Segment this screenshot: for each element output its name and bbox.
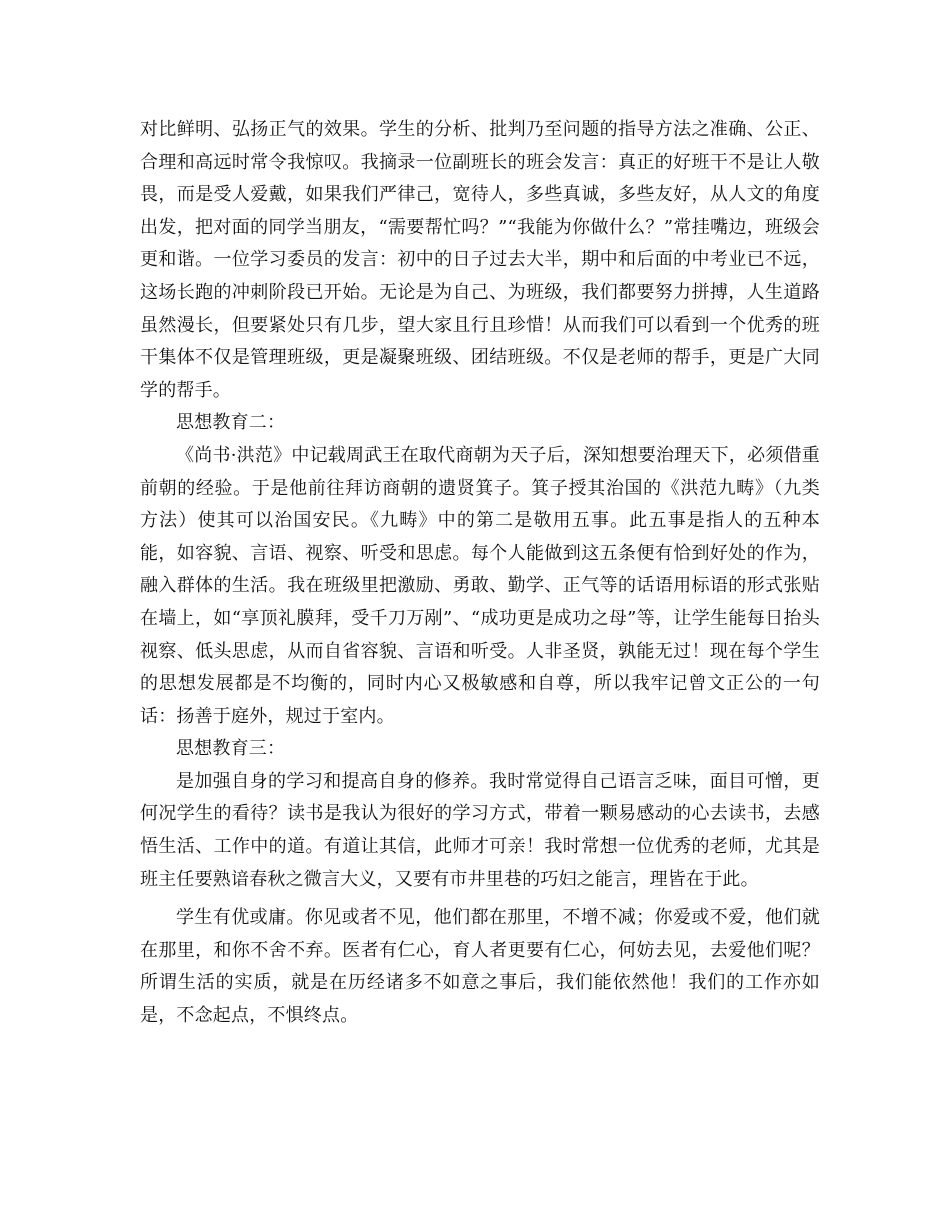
- body-paragraph-2: 《尚书·洪范》中记载周武王在取代商朝为天子后，深知想要治理天下，必须借重前朝的经验。于是他前往拜访商朝的遗贤箕子。箕子授其治国的《洪范九畴》（九类方法）使其可以治国安民。《九畴》中的第二是敬用五事。此五事是指人的五种本能，如容貌、言语、视察、听受和思虑。每个人能做到这五条便有恰到好处的作为，融入群体的生活。我在班级里把激励、勇敢、勤学、正气等的话语用标语的形式张贴在墙上，如“享顶礼膜拜，受千刀万剐”、“成功更是成功之母”等，让学生能每日抬头视察、低头思虑，从而自省容貌、言语和听受。人非圣贤，孰能无过！现在每个学生的思想发展都是不均衡的，同时内心又极敏感和自尊，所以我牢记曾文正公的一句话：扬善于庭外，规过于室内。: [140, 444, 820, 727]
- section-heading-2: 思想教育二：: [176, 412, 286, 434]
- section-heading-3: 思想教育三：: [176, 738, 286, 760]
- body-paragraph-4: 学生有优或庸。你见或者不见，他们都在那里，不增不减；你爱或不爱，他们就在那里，和你不舍不弃。医者有仁心，育人者更要有仁心，何妨去见，去爱他们呢？所谓生活的实质，就是在历经诸多不如意之事后，我们能依然他！我们的工作亦如是，不念起点，不惧终点。: [140, 907, 820, 1027]
- body-paragraph-3: 是加强自身的学习和提高自身的修养。我时常觉得自己语言乏味，面目可憎，更何况学生的看待？读书是我认为很好的学习方式，带着一颗易感动的心去读书，去感悟生活、工作中的道。有道让其信，此师才可亲！我时常想一位优秀的老师，尤其是班主任要熟谙春秋之微言大义，又要有市井里巷的巧妇之能言，理皆在于此。: [140, 770, 820, 890]
- body-paragraph-1: 对比鲜明、弘扬正气的效果。学生的分析、批判乃至问题的指导方法之准确、公正、合理和高远时常令我惊叹。我摘录一位副班长的班会发言：真正的好班干不是让人敬畏，而是受人爱戴，如果我们严律己，宽待人，多些真诚，多些友好，从人文的角度出发，把对面的同学当朋友，“需要帮忙吗？”“我能为你做什么？”常挂嘴边，班级会更和谐。一位学习委员的发言：初中的日子过去大半，期中和后面的中考业已不远，这场长跑的冲刺阶段已开始。无论是为自己、为班级，我们都要努力拼搏，人生道路虽然漫长，但要紧处只有几步，望大家且行且珍惜！从而我们可以看到一个优秀的班干集体不仅是管理班级，更是凝聚班级、团结班级。不仅是老师的帮手，更是广大同学的帮手。: [140, 119, 820, 401]
- document-body: [140, 114, 820, 1033]
